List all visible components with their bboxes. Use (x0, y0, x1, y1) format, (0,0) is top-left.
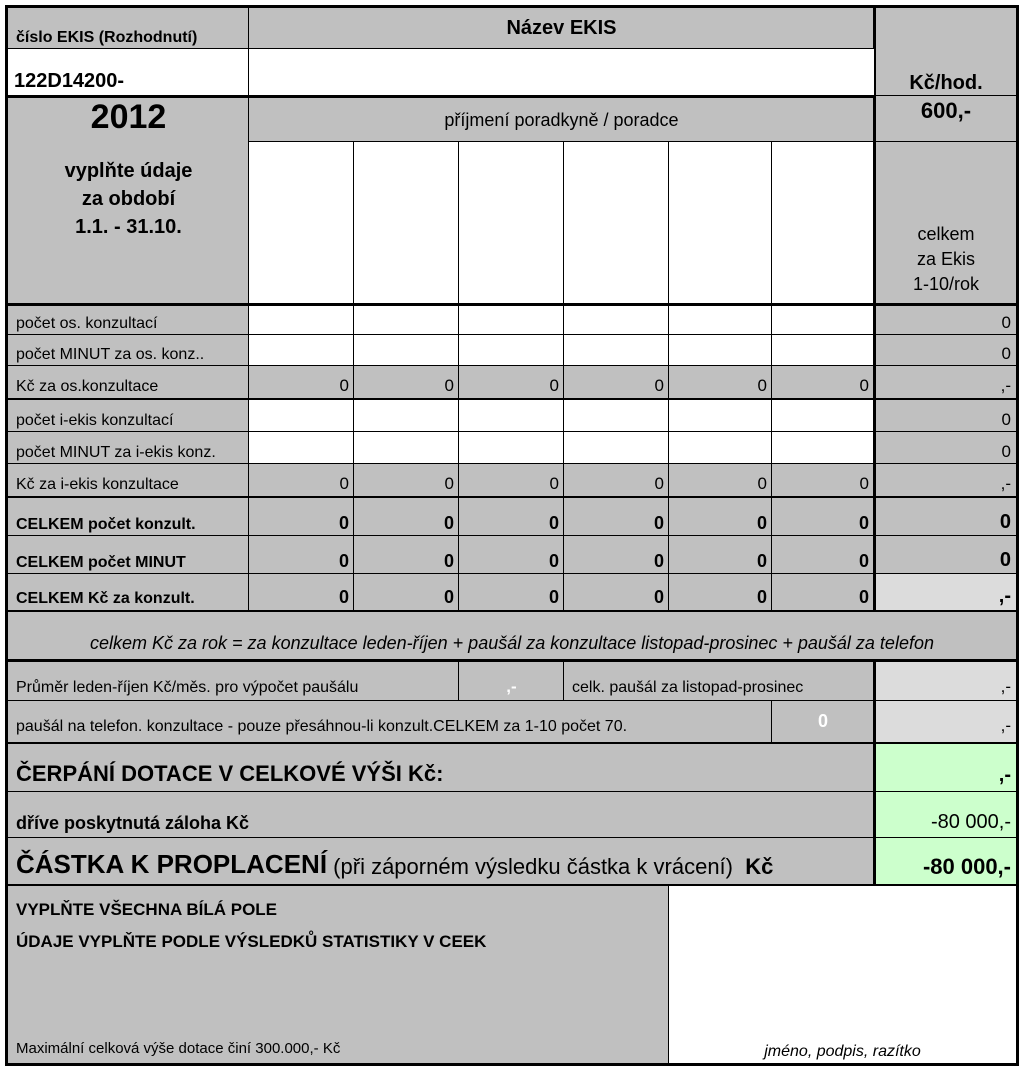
total-czk-6: 0 (771, 573, 875, 613)
personal-czk-6: 0 (771, 365, 875, 401)
total-minutes-5: 0 (668, 535, 773, 575)
ekis-number-label: číslo EKIS (Rozhodnutí) (5, 5, 250, 50)
ekis-name-label: Název EKIS (248, 5, 875, 50)
iekis-czk-5: 0 (668, 463, 773, 499)
personal-czk-total: ,- (873, 365, 1019, 401)
total-count-5: 0 (668, 497, 773, 537)
average-label: Průměr leden-říjen Kč/měs. pro výpočet paušálu (5, 659, 460, 702)
phone-label: paušál na telefon. konzultace - pouze přesáhnou-li konzult.CELKEM za 1-10 počet 70. (5, 700, 773, 745)
flat-rate-label: celk. paušál za listopad-prosinec (563, 659, 875, 702)
footer-note-1: VYPLŇTE VŠECHNA BÍLÁ POLE (16, 900, 278, 919)
payout-value: -80 000,- (873, 837, 1019, 887)
iekis-minutes-input-4[interactable] (563, 431, 670, 465)
iekis-czk-1: 0 (248, 463, 355, 499)
personal-minutes-input-5[interactable] (668, 334, 773, 367)
iekis-minutes-total: 0 (873, 431, 1019, 465)
subsidy-value: ,- (873, 743, 1019, 793)
total-czk-1: 0 (248, 573, 355, 613)
personal-minutes-input-3[interactable] (458, 334, 565, 367)
ekis-number-input[interactable]: 122D14200- (8, 49, 248, 97)
row-label-total-czk: CELKEM Kč za konzult. (5, 573, 250, 613)
advisor-name-input-3[interactable] (458, 141, 565, 306)
total-minutes-6: 0 (771, 535, 875, 575)
total-count-6: 0 (771, 497, 875, 537)
signature-label: jméno, podpis, razítko (764, 1043, 921, 1060)
ekis-name-input[interactable] (248, 48, 875, 98)
iekis-minutes-input-5[interactable] (668, 431, 773, 465)
row-label-personal-count: počet os. konzultací (5, 303, 250, 336)
period-panel (5, 95, 250, 305)
ekis-number-cell (5, 48, 250, 98)
iekis-count-total: 0 (873, 399, 1019, 433)
personal-czk-5: 0 (668, 365, 773, 401)
rate-label: Kč/hod. (873, 5, 1019, 98)
iekis-minutes-input-6[interactable] (771, 431, 875, 465)
total-czk-3: 0 (458, 573, 565, 613)
iekis-czk-3: 0 (458, 463, 565, 499)
advisor-name-input-6[interactable] (771, 141, 875, 306)
average-value: ,- (458, 659, 565, 702)
personal-czk-4: 0 (563, 365, 670, 401)
personal-czk-1: 0 (248, 365, 355, 401)
flat-rate-value: ,- (873, 659, 1019, 702)
iekis-count-input-6[interactable] (771, 399, 875, 433)
advance-value: -80 000,- (873, 791, 1019, 839)
personal-minutes-input-4[interactable] (563, 334, 670, 367)
footer-note-2: ÚDAJE VYPLŇTE PODLE VÝSLEDKŮ STATISTIKY V CEEK (16, 932, 487, 951)
iekis-minutes-input-1[interactable] (248, 431, 355, 465)
personal-count-total: 0 (873, 303, 1019, 336)
row-label-total-count: CELKEM počet konzult. (5, 497, 250, 537)
advance-label: dříve poskytnutá záloha Kč (5, 791, 875, 839)
signature-area[interactable] (668, 885, 1019, 1066)
iekis-count-input-1[interactable] (248, 399, 355, 433)
total-minutes-3: 0 (458, 535, 565, 575)
personal-minutes-input-1[interactable] (248, 334, 355, 367)
footer-notes (5, 885, 670, 1066)
subsidy-label: ČERPÁNÍ DOTACE V CELKOVÉ VÝŠI Kč: (5, 743, 875, 793)
personal-minutes-input-6[interactable] (771, 334, 875, 367)
personal-czk-3: 0 (458, 365, 565, 401)
personal-minutes-total: 0 (873, 334, 1019, 367)
row-label-personal-minutes: počet MINUT za os. konz.. (5, 334, 250, 367)
personal-minutes-input-2[interactable] (353, 334, 460, 367)
period-line-1: vyplňte údaje (64, 160, 193, 182)
total-line-1: celkem (917, 224, 975, 244)
total-line-2: za Ekis (916, 249, 976, 269)
year-label: 2012 (90, 98, 167, 136)
row-label-iekis-count: počet i-ekis konzultací (5, 399, 250, 433)
row-label-personal-czk: Kč za os.konzultace (5, 365, 250, 401)
iekis-czk-4: 0 (563, 463, 670, 499)
iekis-count-input-3[interactable] (458, 399, 565, 433)
iekis-czk-total: ,- (873, 463, 1019, 499)
advisor-name-input-4[interactable] (563, 141, 670, 306)
rate-value: 600,- (873, 95, 1019, 143)
phone-count: 0 (771, 700, 875, 745)
total-column-header (873, 141, 1019, 306)
personal-count-input-6[interactable] (771, 303, 875, 336)
personal-czk-2: 0 (353, 365, 460, 401)
total-count-total: 0 (873, 497, 1019, 537)
personal-count-input-2[interactable] (353, 303, 460, 336)
total-minutes-2: 0 (353, 535, 460, 575)
advisor-name-input-1[interactable] (248, 141, 355, 306)
row-label-total-minutes: CELKEM počet MINUT (5, 535, 250, 575)
total-czk-5: 0 (668, 573, 773, 613)
row-label-iekis-czk: Kč za i-ekis konzultace (5, 463, 250, 499)
personal-count-input-1[interactable] (248, 303, 355, 336)
total-czk-total: ,- (873, 573, 1019, 613)
personal-count-input-3[interactable] (458, 303, 565, 336)
total-czk-2: 0 (353, 573, 460, 613)
payout-label (5, 837, 875, 887)
period-line-3: 1.1. - 31.10. (75, 216, 182, 238)
phone-value: ,- (873, 700, 1019, 745)
total-count-1: 0 (248, 497, 355, 537)
period-line-2: za období (81, 188, 176, 210)
iekis-count-input-2[interactable] (353, 399, 460, 433)
total-count-3: 0 (458, 497, 565, 537)
iekis-count-input-4[interactable] (563, 399, 670, 433)
advisor-name-input-5[interactable] (668, 141, 773, 306)
formula-note: celkem Kč za rok = za konzultace leden-říjen + paušál za konzultace listopad-prosinec + paušál za telefon (5, 611, 1019, 661)
iekis-czk-6: 0 (771, 463, 875, 499)
advisor-name-input-2[interactable] (353, 141, 460, 306)
iekis-minutes-input-2[interactable] (353, 431, 460, 465)
total-minutes-total: 0 (873, 535, 1019, 575)
advisor-surname-label: příjmení poradkyně / poradce (248, 95, 875, 143)
payout-label-bold: ČÁSTKA K PROPLACENÍ (16, 849, 328, 879)
footer-note-3: Maximální celková výše dotace činí 300.000,- Kč (16, 1040, 341, 1057)
iekis-minutes-input-3[interactable] (458, 431, 565, 465)
total-minutes-1: 0 (248, 535, 355, 575)
payout-label-currency: Kč (733, 854, 774, 879)
row-label-iekis-minutes: počet MINUT za i-ekis konz. (5, 431, 250, 465)
iekis-czk-2: 0 (353, 463, 460, 499)
payout-label-normal: (při záporném výsledku částka k vrácení) (327, 854, 733, 879)
personal-count-input-5[interactable] (668, 303, 773, 336)
total-minutes-4: 0 (563, 535, 670, 575)
total-count-2: 0 (353, 497, 460, 537)
total-line-3: 1-10/rok (912, 274, 980, 294)
total-count-4: 0 (563, 497, 670, 537)
iekis-count-input-5[interactable] (668, 399, 773, 433)
personal-count-input-4[interactable] (563, 303, 670, 336)
total-czk-4: 0 (563, 573, 670, 613)
